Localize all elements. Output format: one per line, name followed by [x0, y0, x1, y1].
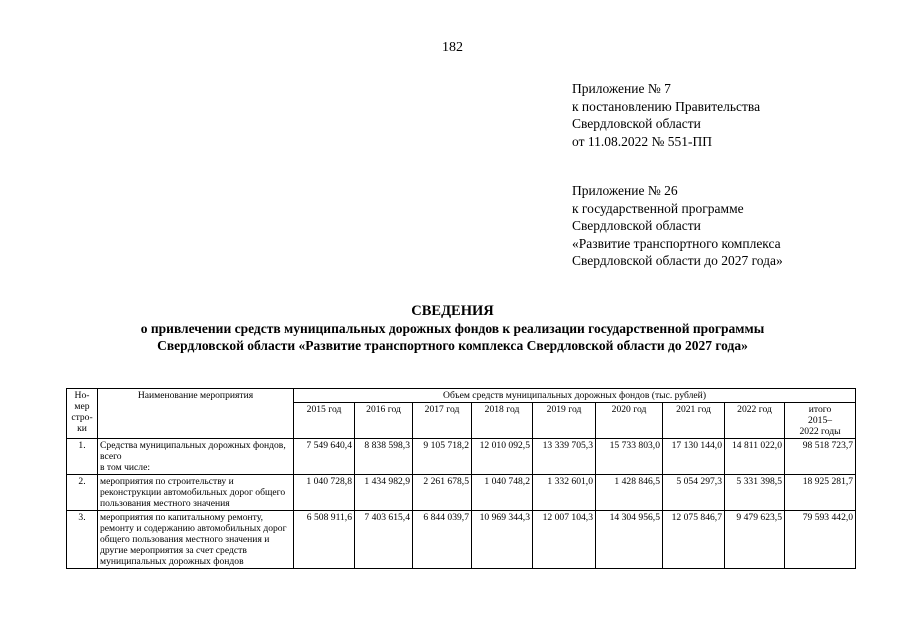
value-cell: 18 925 281,7: [785, 475, 856, 511]
header-activity-name: Наименование мероприятия: [98, 389, 294, 439]
header-year: 2020 год: [596, 403, 663, 439]
value-cell: 7 549 640,4: [294, 439, 355, 475]
value-cell: 9 105 718,2: [413, 439, 472, 475]
appendix-26-line: «Развитие транспортного комплекса: [572, 235, 781, 251]
table-body: [67, 439, 856, 569]
appendix-26-block: [572, 182, 783, 270]
header-volume: Объем средств муниципальных дорожных фондов (тыс. рублей): [294, 389, 856, 403]
header-year: 2017 год: [413, 403, 472, 439]
table-row: [67, 475, 856, 511]
value-cell: 14 304 956,5: [596, 511, 663, 569]
title-main: СВЕДЕНИЯ: [411, 303, 494, 319]
header-row-number: Но- мер стро- ки: [67, 389, 98, 439]
value-cell: 7 403 615,4: [355, 511, 413, 569]
header-year: 2021 год: [663, 403, 725, 439]
activity-name: мероприятия по капитальному ремонту, ремонту и содержанию автомобильных дорог общего пользования местного значения и другие мероприятия за счет средств муниципальных дорожных фондов: [98, 511, 294, 569]
value-cell: 17 130 144,0: [663, 439, 725, 475]
title-line-2: Свердловской области «Развитие транспортного комплекса Свердловской области до 2027 года»: [157, 338, 748, 353]
header-year: 2015 год: [294, 403, 355, 439]
row-number: 2.: [67, 475, 98, 511]
value-cell: 12 010 092,5: [472, 439, 533, 475]
value-cell: 98 518 723,7: [785, 439, 856, 475]
appendix-7-line: от 11.08.2022 № 551-ПП: [572, 133, 712, 149]
value-cell: 8 838 598,3: [355, 439, 413, 475]
value-cell: 12 007 104,3: [533, 511, 596, 569]
table-row: [67, 439, 856, 475]
appendix-7-line: Приложение № 7: [572, 81, 671, 96]
value-cell: 13 339 705,3: [533, 439, 596, 475]
document-title: [0, 302, 905, 354]
header-year: итого 2015– 2022 годы: [785, 403, 856, 439]
value-cell: 12 075 846,7: [663, 511, 725, 569]
appendix-26-line: Приложение № 26: [572, 183, 678, 198]
value-cell: 2 261 678,5: [413, 475, 472, 511]
value-cell: 6 844 039,7: [413, 511, 472, 569]
value-cell: 79 593 442,0: [785, 511, 856, 569]
appendix-7-line: Свердловской области: [572, 116, 701, 131]
value-cell: 15 733 803,0: [596, 439, 663, 475]
table-row: [67, 511, 856, 569]
value-cell: 5 331 398,5: [725, 475, 785, 511]
value-cell: 14 811 022,0: [725, 439, 785, 475]
row-number: 3.: [67, 511, 98, 569]
value-cell: 5 054 297,3: [663, 475, 725, 511]
page-number: 182: [442, 40, 463, 55]
appendix-7-block: [572, 80, 760, 150]
appendix-26-line: Свердловской области: [572, 218, 701, 233]
value-cell: 9 479 623,5: [725, 511, 785, 569]
value-cell: 1 428 846,5: [596, 475, 663, 511]
header-year: 2018 год: [472, 403, 533, 439]
appendix-26-line: к государственной программе: [572, 200, 744, 216]
header-year: 2019 год: [533, 403, 596, 439]
activity-name: мероприятия по строительству и реконструкции автомобильных дорог общего пользования местного значения: [98, 475, 294, 511]
title-line-1: о привлечении средств муниципальных дорожных фондов к реализации государственной программы: [140, 321, 765, 336]
value-cell: 1 040 728,8: [294, 475, 355, 511]
activity-name: Средства муниципальных дорожных фондов, всего в том числе:: [98, 439, 294, 475]
value-cell: 1 434 982,9: [355, 475, 413, 511]
appendix-7-line: к постановлению Правительства: [572, 98, 761, 114]
road-funds-table: [66, 388, 856, 569]
row-number: 1.: [67, 439, 98, 475]
value-cell: 10 969 344,3: [472, 511, 533, 569]
header-year: 2022 год: [725, 403, 785, 439]
header-year: 2016 год: [355, 403, 413, 439]
appendix-26-line: Свердловской области до 2027 года»: [572, 253, 783, 268]
value-cell: 6 508 911,6: [294, 511, 355, 569]
value-cell: 1 332 601,0: [533, 475, 596, 511]
value-cell: 1 040 748,2: [472, 475, 533, 511]
